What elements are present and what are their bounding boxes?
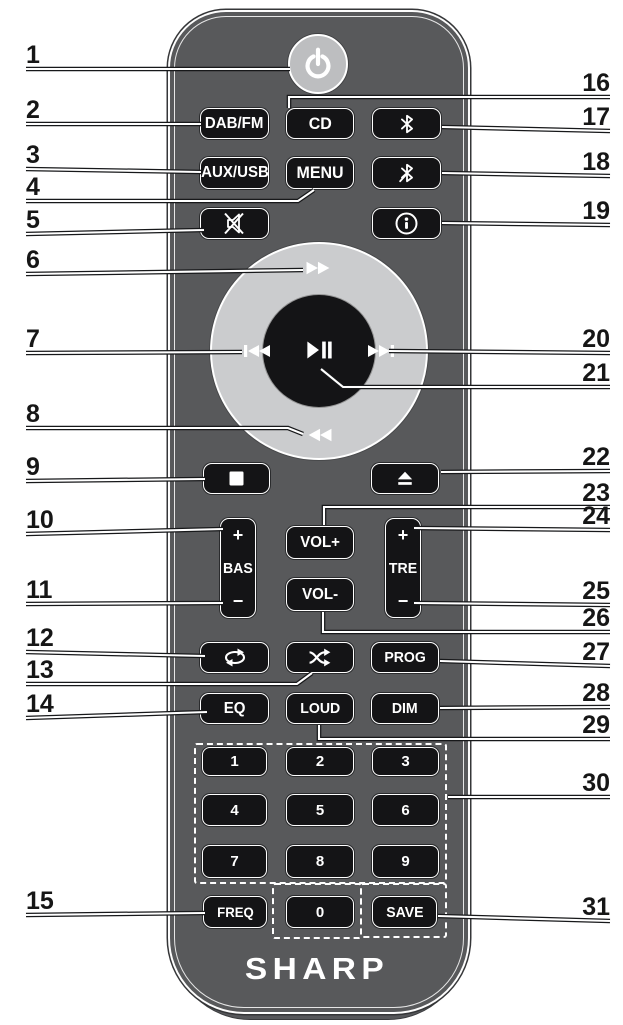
digit-6-button[interactable] [372,794,439,826]
cd-button[interactable] [286,108,354,139]
stop-button[interactable] [203,463,270,494]
callout-number-18: 18 [582,148,610,176]
callout-number-22: 22 [582,443,610,471]
repeat-icon [221,648,249,667]
previous-track-icon [243,344,273,359]
loud-label: LOUD [300,700,340,717]
dim-label: DIM [392,700,418,717]
callout-number-30: 30 [582,769,610,797]
callout-number-28: 28 [582,679,610,707]
callout-number-19: 19 [582,197,610,225]
bass-minus[interactable]: − [232,591,244,611]
vol-down-label: VOL- [302,585,338,603]
vol-up-label: VOL+ [300,533,340,551]
next-track-key[interactable] [365,344,395,359]
callout-number-1: 1 [26,41,40,69]
callout-number-23: 23 [582,479,610,507]
treble-plus[interactable]: + [397,525,409,545]
callout-number-8: 8 [26,400,40,428]
play-pause-icon [305,341,333,360]
bass-label: BAS [223,559,253,577]
sharp-logo: SHARP [244,951,390,986]
callout-number-29: 29 [582,711,610,739]
shuffle-button[interactable] [286,642,354,673]
dab-fm-button[interactable] [200,108,269,139]
menu-button[interactable] [286,157,354,189]
digit-8-button[interactable] [286,845,354,878]
callout-number-21: 21 [582,359,610,387]
callout-number-9: 9 [26,453,40,481]
freq-button[interactable] [203,896,267,928]
previous-track-key[interactable] [243,344,273,359]
digit-3-button[interactable] [372,747,439,776]
bluetooth-off-button[interactable] [372,157,441,189]
digit-2-label: 2 [315,753,325,770]
eject-button[interactable] [371,463,439,494]
fast-forward-key[interactable] [306,261,333,276]
save-button[interactable] [372,896,437,928]
callout-number-25: 25 [582,577,610,605]
aux-usb-label: AUX/USB [200,164,269,181]
bluetooth-off-icon [396,162,418,184]
eq-button[interactable] [200,693,269,724]
treble-label: TRE [388,559,418,577]
callout-number-13: 13 [26,656,54,684]
info-button[interactable] [372,208,441,239]
freq-label: FREQ [216,904,254,920]
stop-icon [229,471,244,486]
treble-minus[interactable]: − [397,591,409,611]
digit-6-label: 6 [401,801,410,819]
mute-icon [218,211,252,236]
callout-number-16: 16 [582,69,610,97]
eq-label: EQ [223,699,246,717]
digit-9-button[interactable] [372,845,439,878]
info-icon [394,211,419,236]
callout-number-10: 10 [26,506,54,534]
callout-number-5: 5 [26,206,40,234]
power-button[interactable] [288,34,348,94]
bass-plus[interactable]: + [232,525,244,545]
prog-button[interactable] [371,642,439,673]
aux-usb-button[interactable] [200,157,269,189]
shuffle-icon [308,648,333,667]
fast-forward-icon [306,261,333,276]
callout-number-26: 26 [582,604,610,632]
play-pause-icon-wrap [305,341,333,360]
callout-number-3: 3 [26,141,40,169]
callout-number-6: 6 [26,246,40,274]
digit-4-button[interactable] [202,794,267,826]
digit-7-label: 7 [230,853,239,870]
callout-number-31: 31 [582,893,610,921]
rewind-icon [306,428,333,443]
digit-0-label: 0 [315,903,325,921]
callout-number-7: 7 [26,325,40,353]
vol-down-button[interactable] [286,578,354,611]
next-track-icon [365,344,395,359]
callout-number-24: 24 [582,502,610,530]
repeat-button[interactable] [200,642,269,673]
callout-number-14: 14 [26,690,54,718]
digit-3-label: 3 [401,753,410,770]
callout-number-11: 11 [26,576,53,604]
save-label: SAVE [385,903,424,921]
eject-icon [396,470,414,487]
bass-button[interactable] [220,518,256,618]
dab-fm-label: DAB/FM [205,114,264,132]
mute-button[interactable] [200,208,269,239]
callout-number-27: 27 [582,638,610,666]
bluetooth-icon [396,113,418,135]
digit-1-label: 1 [230,753,239,770]
digit-2-button[interactable] [286,747,354,776]
rewind-key[interactable] [306,428,333,443]
loud-button[interactable] [286,693,354,724]
digit-9-label: 9 [401,853,410,870]
prog-label: PROG [384,649,426,666]
digit-8-label: 8 [315,853,325,870]
digit-7-button[interactable] [202,845,267,878]
digit-0-button[interactable] [286,896,354,928]
callout-number-17: 17 [582,103,610,131]
dim-button[interactable] [371,693,439,724]
callout-number-2: 2 [26,96,40,124]
callout-number-12: 12 [26,624,54,652]
power-icon [299,45,337,83]
digit-5-label: 5 [315,801,325,819]
vol-up-button[interactable] [286,526,354,559]
callout-number-20: 20 [582,325,610,353]
callout-number-15: 15 [26,887,54,915]
bluetooth-button[interactable] [372,108,441,139]
cd-label: CD [308,113,332,133]
digit-4-label: 4 [230,801,239,819]
callout-number-4: 4 [26,173,40,201]
digit-1-button[interactable] [202,747,267,776]
treble-button[interactable] [385,518,421,618]
menu-label: MENU [296,163,344,182]
digit-5-button[interactable] [286,794,354,826]
